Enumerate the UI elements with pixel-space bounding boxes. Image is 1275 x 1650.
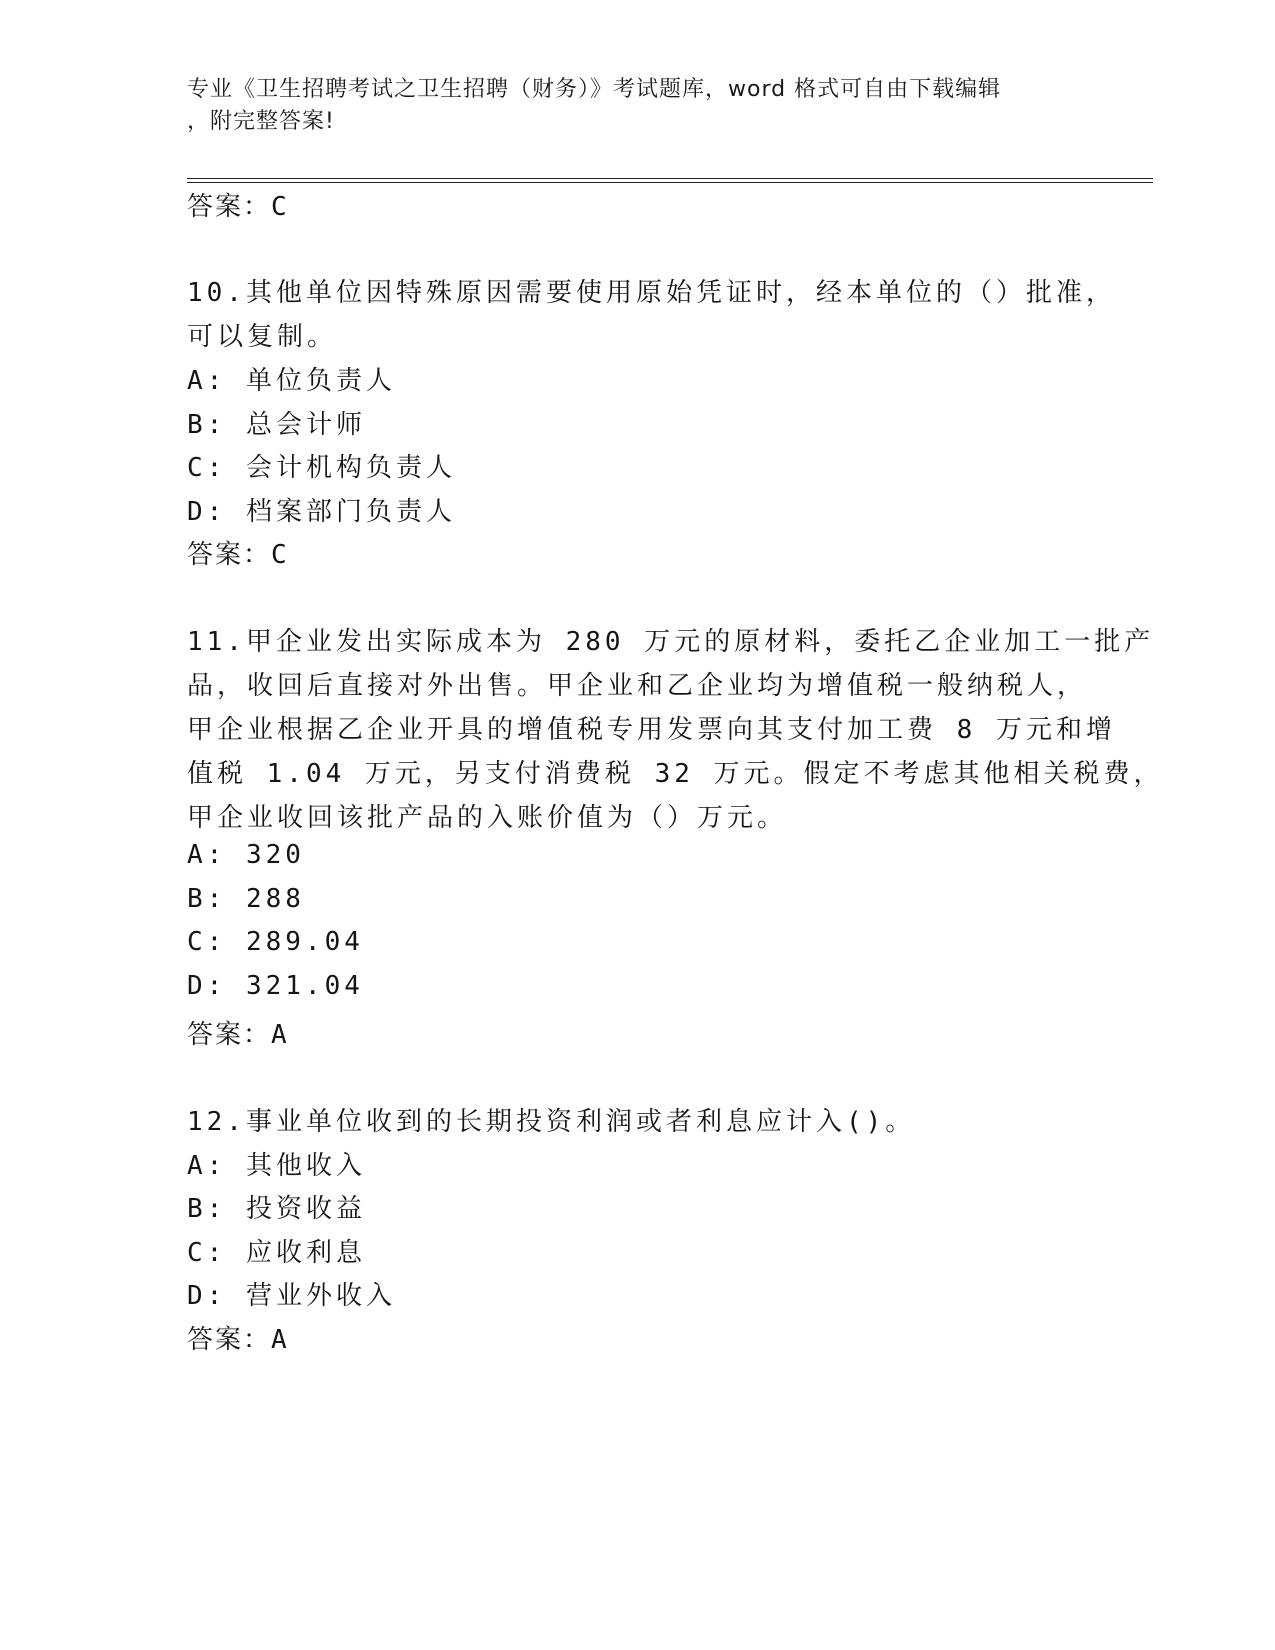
answer-label: 答案：	[187, 1020, 272, 1050]
document-header	[187, 74, 1087, 138]
answer	[187, 534, 289, 571]
question-stem-line: 11.甲企业发出实际成本为 280 万元的原材料，委托乙企业加工一批产	[187, 627, 1155, 657]
prev-answer	[187, 186, 289, 223]
answer-label: 答案：	[187, 192, 272, 222]
answer-value: A	[271, 1325, 289, 1355]
question-stem-line: 可以复制。	[187, 322, 338, 352]
header-divider-bottom	[187, 182, 1153, 183]
option-d: D: 档案部门负责人	[187, 497, 456, 527]
question-stem-line: 12.事业单位收到的长期投资利润或者利息应计入()。	[187, 1107, 916, 1137]
option-a: A: 单位负责人	[187, 366, 396, 396]
option-d: D: 321.04	[187, 971, 364, 1001]
option-d: D: 营业外收入	[187, 1281, 396, 1311]
answer-label: 答案：	[187, 540, 272, 570]
answer-value: A	[271, 1020, 289, 1050]
answer-label: 答案：	[187, 1325, 272, 1355]
question-stem-line: 值税 1.04 万元，另支付消费税 32 万元。假定不考虑其他相关税费，	[187, 759, 1164, 789]
answer	[187, 1014, 289, 1051]
option-a: A: 其他收入	[187, 1151, 366, 1181]
question-stem-line: 甲企业收回该批产品的入账价值为（）万元。	[187, 803, 788, 833]
header-divider-top	[187, 178, 1153, 179]
option-b: B: 288	[187, 884, 305, 914]
question-stem-line: 10.其他单位因特殊原因需要使用原始凭证时，经本单位的（）批准，	[187, 278, 1116, 308]
option-b: B: 总会计师	[187, 410, 366, 440]
answer	[187, 1319, 289, 1356]
option-a: A: 320	[187, 840, 305, 870]
answer-value: C	[271, 540, 289, 570]
option-c: C: 应收利息	[187, 1238, 366, 1268]
option-b: B: 投资收益	[187, 1194, 366, 1224]
option-c: C: 会计机构负责人	[187, 453, 456, 483]
question-stem-line: 甲企业根据乙企业开具的增值税专用发票向其支付加工费 8 万元和增	[187, 715, 1116, 745]
option-c: C: 289.04	[187, 927, 364, 957]
question-stem-line: 品，收回后直接对外出售。甲企业和乙企业均为增值税一般纳税人，	[187, 671, 1088, 701]
header-line-1: 专业《卫生招聘考试之卫生招聘（财务）》考试题库，word 格式可自由下载编辑	[187, 77, 1002, 102]
header-line-2: ，附完整答案!	[187, 109, 335, 134]
answer-value: C	[271, 192, 289, 222]
